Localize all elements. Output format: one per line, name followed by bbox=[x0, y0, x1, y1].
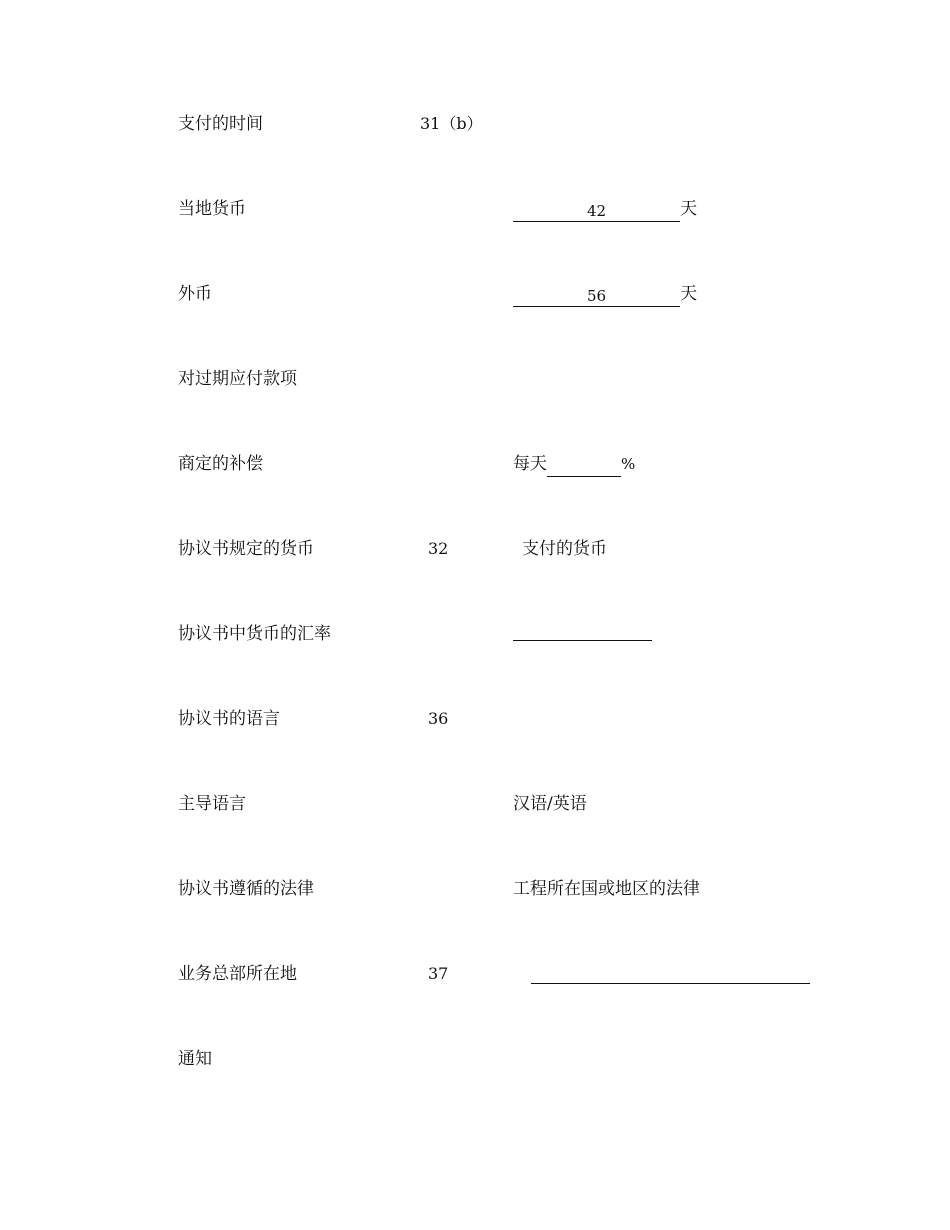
local-currency-days: 42 bbox=[587, 202, 607, 220]
foreign-currency-unit: 天 bbox=[680, 284, 698, 304]
row-headquarters bbox=[0, 961, 950, 987]
blank-line bbox=[513, 202, 587, 222]
governing-language-label: 主导语言 bbox=[178, 794, 246, 814]
foreign-currency-days: 56 bbox=[587, 287, 607, 305]
agreement-currency-clause: 32 bbox=[428, 539, 449, 558]
blank-line bbox=[531, 964, 810, 984]
row-compensation bbox=[0, 451, 950, 477]
governing-language-value: 汉语/英语 bbox=[513, 794, 587, 814]
governing-law-label: 协议书遵循的法律 bbox=[178, 879, 314, 899]
agreement-currency-label: 协议书规定的货币 bbox=[178, 539, 314, 559]
row-governing-law bbox=[0, 876, 950, 902]
blank-line bbox=[606, 287, 680, 307]
exchange-rate-label: 协议书中货币的汇率 bbox=[178, 624, 331, 644]
headquarters-label: 业务总部所在地 bbox=[178, 964, 297, 984]
row-payment-time bbox=[0, 111, 950, 137]
local-currency-value bbox=[513, 196, 697, 222]
compensation-label: 商定的补偿 bbox=[178, 454, 263, 474]
foreign-currency-value bbox=[513, 281, 697, 307]
blank-line bbox=[547, 457, 621, 477]
row-notice bbox=[0, 1046, 950, 1072]
row-agreement-language bbox=[0, 706, 950, 732]
row-governing-language bbox=[0, 791, 950, 817]
foreign-currency-label: 外币 bbox=[178, 284, 212, 304]
headquarters-value bbox=[531, 964, 810, 984]
compensation-prefix: 每天 bbox=[513, 454, 547, 474]
payment-time-clause: 31（b） bbox=[420, 114, 483, 133]
compensation-percent: % bbox=[621, 455, 636, 473]
agreement-currency-value: 支付的货币 bbox=[522, 539, 607, 559]
governing-law-value: 工程所在国或地区的法律 bbox=[513, 879, 700, 899]
payment-time-label: 支付的时间 bbox=[178, 114, 263, 134]
compensation-value bbox=[513, 451, 635, 477]
row-overdue bbox=[0, 366, 950, 392]
local-currency-label: 当地货币 bbox=[178, 199, 246, 219]
overdue-label: 对过期应付款项 bbox=[178, 369, 297, 389]
exchange-rate-value bbox=[513, 621, 652, 641]
local-currency-unit: 天 bbox=[680, 199, 698, 219]
row-local-currency bbox=[0, 196, 950, 222]
agreement-language-label: 协议书的语言 bbox=[178, 709, 280, 729]
row-agreement-currency bbox=[0, 536, 950, 562]
blank-line bbox=[513, 621, 652, 641]
row-foreign-currency bbox=[0, 281, 950, 307]
blank-line bbox=[606, 202, 680, 222]
headquarters-clause: 37 bbox=[428, 964, 449, 983]
notice-label: 通知 bbox=[178, 1049, 212, 1069]
row-exchange-rate bbox=[0, 621, 950, 647]
blank-line bbox=[513, 287, 587, 307]
agreement-language-clause: 36 bbox=[428, 709, 449, 728]
